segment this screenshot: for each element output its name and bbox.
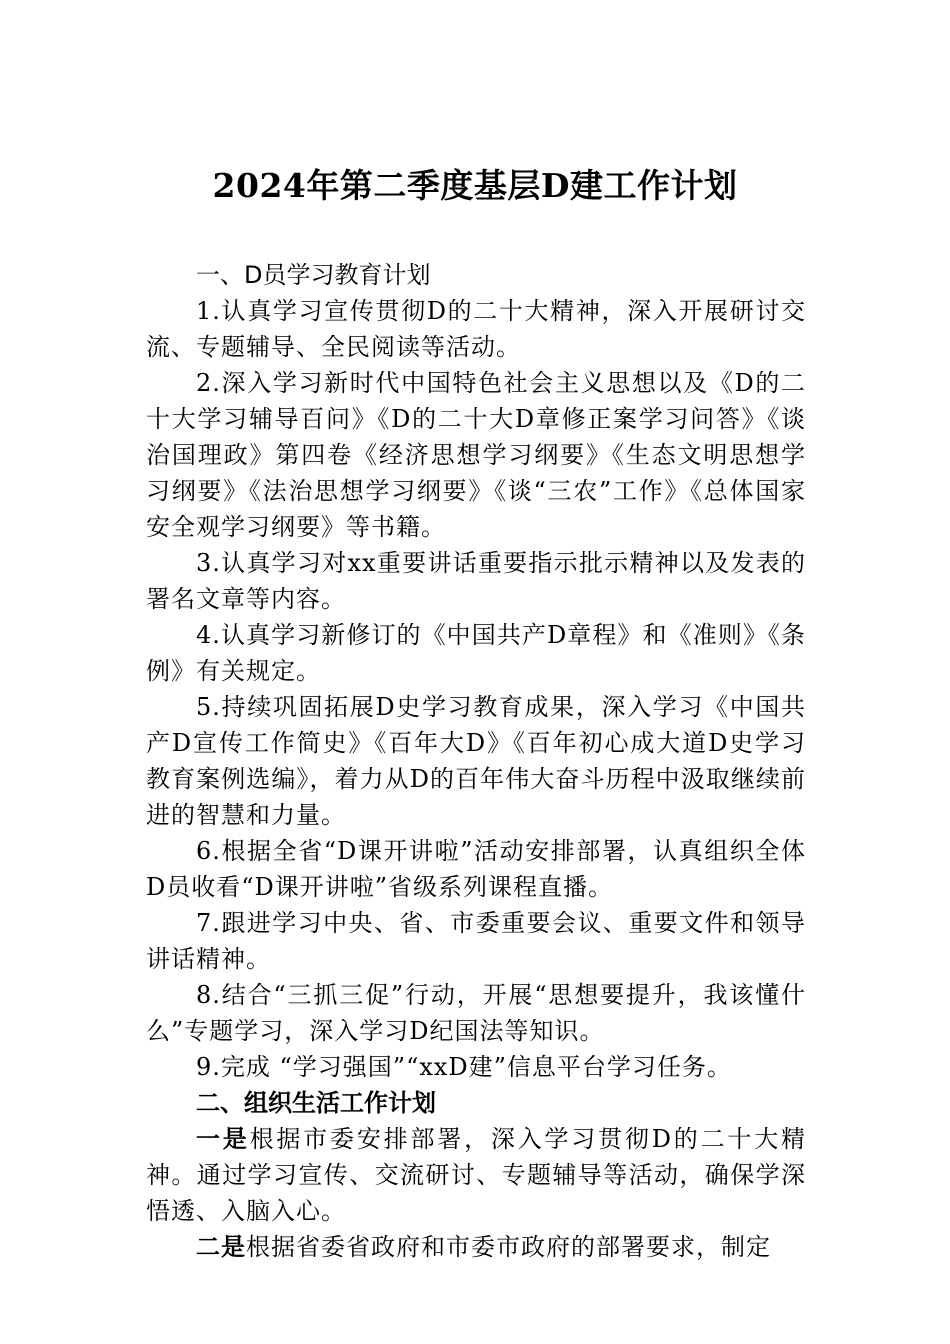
paragraph-text: 根据省委省政府和市委市政府的部署要求，制定 [246, 1233, 771, 1261]
paragraph: 5.持续巩固拓展D史学习教育成果，深入学习《中国共产D宣传工作简史》《百年大D》《百年初心成大道D史学习教育案例选编》，着力从D的百年伟大奋斗历程中汲取继续前进的智慧和力量。 [146, 693, 806, 829]
paragraph [146, 1121, 806, 1229]
section-heading-1: 一、D员学习教育计划 [196, 261, 431, 289]
paragraph: 8.结合“三抓三促”行动，开展“思想要提升，我该懂什么”专题学习，深入学习D纪国法等知识。 [146, 981, 806, 1045]
paragraph: 7.跟进学习中央、省、市委重要会议、重要文件和领导讲话精神。 [146, 909, 806, 973]
paragraph [146, 1229, 806, 1265]
paragraph: 4.认真学习新修订的《中国共产D章程》和《准则》《条例》有关规定。 [146, 621, 806, 685]
paragraph-lead: 二是 [196, 1233, 246, 1261]
document-title: 2024年第二季度基层D建工作计划 [212, 166, 738, 205]
paragraph: 2.深入学习新时代中国特色社会主义思想以及《D的二十大学习辅导百问》《D的二十大D章修正案学习问答》《谈治国理政》第四卷《经济思想学习纲要》《生态文明思想学习纲要》《法治思想学习纲要》《谈“三农”工作》《总体国家安全观学习纲要》等书籍。 [146, 369, 806, 541]
paragraph-text: 根据市委安排部署，深入学习贯彻D的二十大精神。通过学习宣传、交流研讨、专题辅导等活动，确保学深悟透、入脑入心。 [146, 1125, 807, 1225]
paragraph: 6.根据全省“D课开讲啦”活动安排部署，认真组织全体D员收看“D课开讲啦”省级系列课程直播。 [146, 837, 806, 901]
section-heading-2: 二、组织生活工作计划 [196, 1089, 436, 1117]
document-body [146, 257, 806, 1265]
paragraph: 9.完成 “学习强国”“xxD建”信息平台学习任务。 [196, 1053, 732, 1081]
paragraph: 3.认真学习对xx重要讲话重要指示批示精神以及发表的署名文章等内容。 [146, 549, 806, 613]
paragraph: 1.认真学习宣传贯彻D的二十大精神，深入开展研讨交流、专题辅导、全民阅读等活动。 [146, 297, 806, 361]
paragraph-lead: 一是 [196, 1125, 250, 1153]
